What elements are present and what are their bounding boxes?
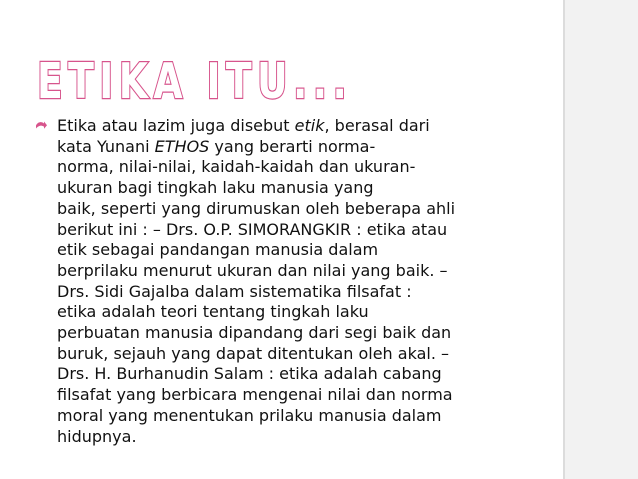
- italic-term: ETHOS: [154, 136, 210, 156]
- curved-arrow-bullet-icon: [35, 120, 48, 131]
- slide-title: ETIKA ITU...: [37, 53, 353, 110]
- body-line: Drs. H. Burhanudin Salam : etika adalah cabang: [57, 364, 442, 384]
- body-line: Etika atau lazim juga disebut etik, berasal dari: [57, 116, 430, 135]
- body-line: perbuatan manusia dipandang dari segi baik dan: [57, 323, 452, 343]
- body-line: berikut ini : – Drs. O.P. SIMORANGKIR : etika atau: [57, 219, 448, 239]
- body-line: etik sebagai pandangan manusia dalam: [57, 240, 379, 260]
- side-bar-divider: [563, 0, 565, 479]
- body-line: hidupnya.: [57, 426, 137, 446]
- body-line: buruk, sejauh yang dapat ditentukan oleh akal. –: [57, 343, 449, 363]
- body-line: berprilaku menurut ukuran dan nilai yang baik. –: [57, 260, 448, 280]
- body-line: Drs. Sidi Gajalba dalam sistematika filsafat :: [57, 281, 412, 301]
- body-line: filsafat yang berbicara mengenai nilai dan norma: [57, 385, 453, 405]
- body-line: etika adalah teori tentang tingkah laku: [57, 302, 369, 322]
- body-line: ukuran bagi tingkah laku manusia yang: [57, 178, 374, 198]
- body-line: moral yang menentukan prilaku manusia dalam: [57, 405, 442, 425]
- body-line: baik, seperti yang dirumuskan oleh beberapa ahli: [57, 198, 456, 218]
- body-line: kata Yunani ETHOS yang berarti norma-: [57, 136, 376, 156]
- body-line: norma, nilai-nilai, kaidah-kaidah dan ukuran-: [57, 157, 416, 177]
- bullet-body-text: [57, 116, 537, 447]
- italic-term: etik: [294, 116, 325, 135]
- decorative-side-bar: [563, 0, 638, 479]
